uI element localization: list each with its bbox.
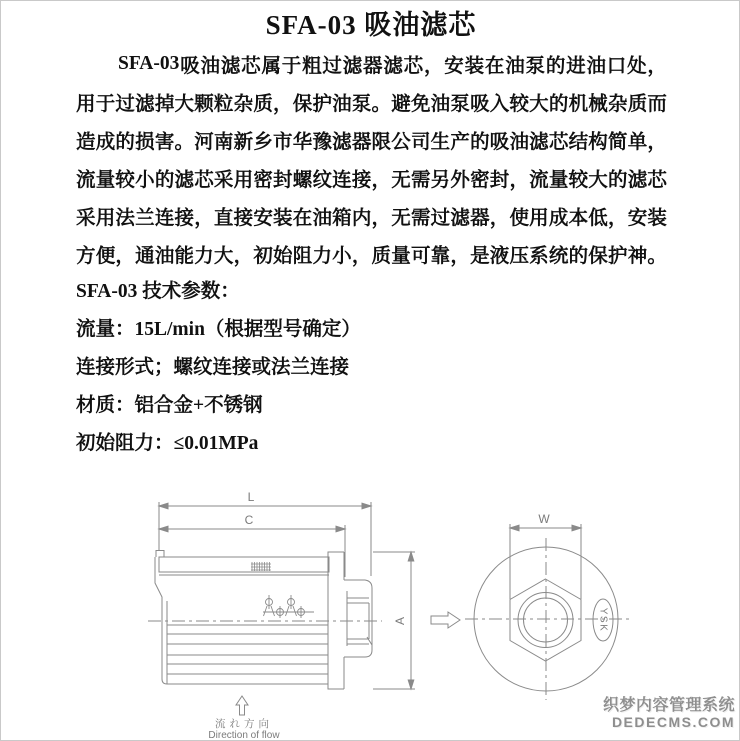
brand-mark-text: YSK — [597, 607, 609, 633]
flow-label-en: Direction of flow — [208, 730, 280, 741]
paragraph-line: SFA-03 吸 油 滤 芯 属 于 粗 过 滤 器 滤 芯 ， 安 装 在 油 泵 的 进 油 口 处 ， — [118, 53, 667, 77]
dim-label-W: W — [538, 512, 550, 526]
knurl-hatch — [251, 562, 271, 571]
dimension-L — [159, 502, 371, 576]
top-flange — [159, 557, 329, 572]
spec-initial-resistance: 初始阻力：≤0.01MPa — [76, 433, 259, 454]
spec-heading: SFA-03 技术参数： — [76, 281, 240, 302]
paragraph-line: 流 量 较 小 的 滤 芯 采 用 密 封 螺 纹 连 接 ， 无 需 另 外 密 封 ， 流 量 较 大 的 滤 芯 — [76, 170, 667, 191]
flow-right-arrow-icon — [431, 612, 460, 628]
paragraph-line: 采 用 法 兰 连 接 ， 直 接 安 装 在 油 箱 内 ， 无 需 过 滤 器 ， 使 用 成 本 低 ， 安 装 — [76, 208, 667, 229]
watermark-chinese: 织梦内容管理系统 — [602, 697, 735, 714]
dim-label-C: C — [244, 513, 254, 527]
hex-connector — [344, 580, 372, 657]
watermark-domain: DEDECMS.COM — [611, 714, 735, 730]
paragraph-line: 造 成 的 损 害 。 河 南 新 乡 市 华 豫 滤 器 限 公 司 生 产 的 吸 油 滤 芯 结 构 简 单 ， — [76, 132, 667, 153]
cms-watermark — [603, 697, 735, 730]
filter-pleats — [167, 625, 328, 674]
dim-label-A: A — [393, 616, 407, 626]
body-text — [76, 45, 667, 463]
flow-label-jp: 流れ方向 — [215, 718, 273, 730]
dim-label-L: L — [247, 490, 255, 504]
page-title: SFA-03 吸油滤芯 — [265, 10, 477, 40]
paragraph-line: 方 便 ， 通 油 能 力 大 ， 初 始 阻 力 小 ， 质 量 可 靠 ， 是 液 压 系 统 的 保 护 神 。 — [76, 246, 667, 267]
spec-material: 材质：铝合金+不锈钢 — [76, 395, 263, 416]
spec-connection: 连接形式；螺纹连接或法兰连接 — [76, 357, 350, 378]
spec-flow-rate: 流量：15L/min（根据型号确定） — [76, 319, 361, 340]
weld-symbols — [263, 595, 314, 618]
paragraph-line: 用 于 过 滤 掉 大 颗 粒 杂 质 ， 保 护 油 泵 。 避 免 油 泵 吸 入 较 大 的 机 械 杂 质 而 — [76, 94, 667, 115]
cap-lip — [156, 551, 164, 558]
side-view — [148, 502, 415, 689]
flow-direction-arrow-icon — [236, 696, 248, 715]
